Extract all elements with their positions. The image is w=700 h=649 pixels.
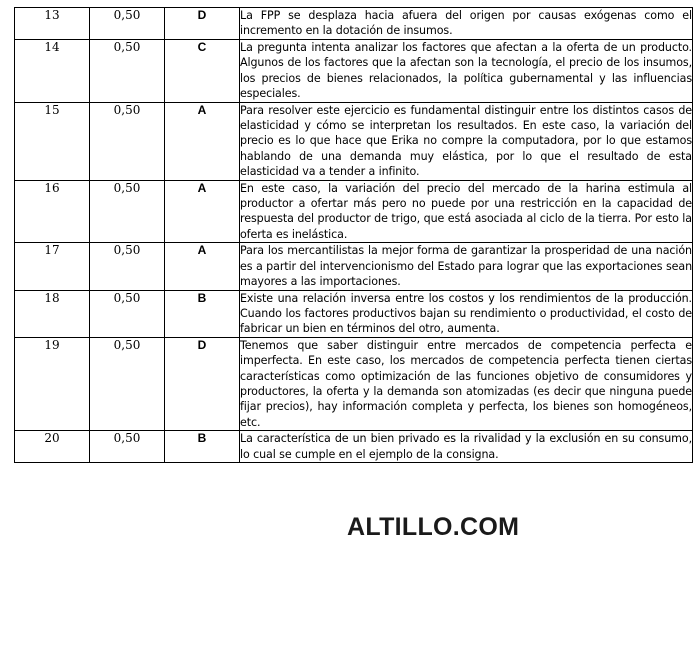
question-points: 0,50 bbox=[90, 431, 165, 463]
correct-answer: B bbox=[165, 290, 240, 337]
answer-explanation: Para los mercantilistas la mejor forma de garantizar la prosperidad de una nación es a partir del intervencionismo del Estado para lograr que las exportaciones sean mayores a las importaciones. bbox=[240, 244, 692, 289]
answer-explanation: Tenemos que saber distinguir entre mercados de competencia perfecta e imperfecta. En este caso, los mercados de competencia perfecta tienen ciertas características como optimización de las funciones objetivo de consumidores y productores, la oferta y la demanda son atomizadas (es decir que ninguna puede fijar precios), hay información completa y perfecta, los bienes son homogéneos, etc. bbox=[240, 338, 692, 429]
answer-explanation: Para resolver este ejercicio es fundamental distinguir entre los distintos casos de elasticidad y cómo se interpretan los resultados. En este caso, la variación del precio es lo que hace que Erika no compre la computadora, por lo que estamos hablando de una demanda muy elástica, por lo que el resultado de esta elasticidad va a tender a infinito. bbox=[240, 103, 692, 179]
table-row bbox=[15, 431, 693, 463]
question-number: 20 bbox=[15, 431, 90, 463]
correct-answer: C bbox=[165, 40, 240, 103]
table-row bbox=[15, 40, 693, 103]
question-points: 0,50 bbox=[90, 180, 165, 243]
question-number: 13 bbox=[15, 8, 90, 40]
question-number: 15 bbox=[15, 102, 90, 180]
question-number: 17 bbox=[15, 243, 90, 290]
site-watermark: ALTILLO.COM bbox=[347, 513, 520, 541]
table-row bbox=[15, 180, 693, 243]
answer-explanation: La FPP se desplaza hacia afuera del origen por causas exógenas como el incremento en la dotación de insumos. bbox=[240, 8, 693, 40]
question-number: 18 bbox=[15, 290, 90, 337]
answer-explanation: La pregunta intenta analizar los factores que afectan a la oferta de un producto. Algunos de los factores que la afectan son la tecnología, el precio de los insumos, los precios de bienes relacionados, la política gubernamental y las influencias especiales. bbox=[240, 41, 692, 101]
question-points: 0,50 bbox=[90, 243, 165, 290]
correct-answer: D bbox=[165, 8, 240, 40]
correct-answer: A bbox=[165, 243, 240, 290]
question-points: 0,50 bbox=[90, 290, 165, 337]
answer-explanation: Existe una relación inversa entre los costos y los rendimientos de la producción. Cuando los factores productivos bajan su rendimiento o productividad, el costo de fabricar un bien en términos del otro, aumenta. bbox=[240, 291, 692, 336]
question-points: 0,50 bbox=[90, 337, 165, 430]
answer-key-table bbox=[14, 7, 693, 463]
question-points: 0,50 bbox=[90, 102, 165, 180]
question-number: 16 bbox=[15, 180, 90, 243]
correct-answer: A bbox=[165, 180, 240, 243]
correct-answer: A bbox=[165, 102, 240, 180]
table-row bbox=[15, 8, 693, 40]
question-number: 19 bbox=[15, 337, 90, 430]
question-points: 0,50 bbox=[90, 8, 165, 40]
table-row bbox=[15, 102, 693, 180]
table-row bbox=[15, 243, 693, 290]
answer-explanation: La característica de un bien privado es la rivalidad y la exclusión en su consumo, lo cual se cumple en el ejemplo de la consigna. bbox=[240, 431, 693, 463]
question-number: 14 bbox=[15, 40, 90, 103]
answer-explanation: En este caso, la variación del precio del mercado de la harina estimula al productor a ofertar más pero no puede por una restricción en la capacidad de respuesta del productor de trigo, que está asociada al ciclo de la tierra. Por esto la oferta es inelástica. bbox=[240, 181, 692, 241]
table-row bbox=[15, 290, 693, 337]
question-points: 0,50 bbox=[90, 40, 165, 103]
correct-answer: D bbox=[165, 337, 240, 430]
correct-answer: B bbox=[165, 431, 240, 463]
table-row bbox=[15, 337, 693, 430]
